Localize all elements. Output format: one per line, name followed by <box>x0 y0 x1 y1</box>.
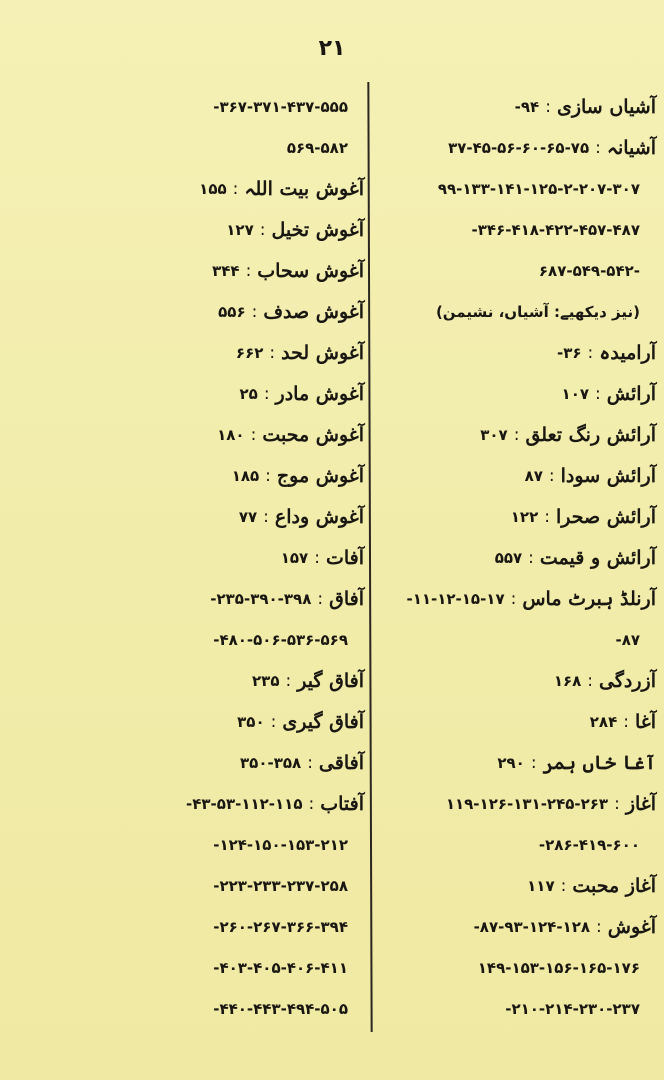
entry-page-refs: -۶۸۷-۵۴۹-۵۴۲ <box>538 261 640 280</box>
entry-separator: : <box>513 424 520 445</box>
entry-separator: : <box>232 178 239 199</box>
entry-separator: : <box>596 916 602 937</box>
entry-headword: آرائش <box>606 382 656 405</box>
entry-headword: آغاز <box>625 792 656 815</box>
entry-page-refs: ۴۰۳-۴۰۵-۴۰۶-۴۱۱- <box>213 958 348 977</box>
entry-headword: آرامیدہ <box>599 341 656 364</box>
entry-separator: : <box>544 506 550 527</box>
entry-page-refs: ۱۶۸ <box>553 671 582 690</box>
entry-page-refs: ۸۷-۹۳-۱۲۴-۱۲۸- <box>473 917 591 936</box>
entry-separator: : <box>317 588 324 609</box>
entry-page-refs: ۲۹۰ <box>497 753 525 772</box>
entry-page-refs: ۲۶۰-۲۶۷-۳۶۶-۳۹۴- <box>213 917 348 936</box>
entry-page-refs: ۲۳۵-۳۹۰-۳۹۸- <box>210 589 312 608</box>
index-entry <box>372 414 664 455</box>
entry-separator: : <box>265 465 271 486</box>
entry-page-refs: ۱۱۹-۱۲۶-۱۳۱-۲۴۵-۲۶۳ <box>445 794 609 813</box>
entry-page-refs: ۳۵۰-۳۵۸ <box>240 753 302 772</box>
index-entry <box>82 906 368 947</box>
entry-page-refs: ۳۴۴ <box>212 261 240 280</box>
index-entry <box>82 865 368 906</box>
entry-headword: آفاقی <box>318 751 364 774</box>
entry-headword: آفتاب <box>320 792 364 815</box>
entry-page-refs: ۱۱۷ <box>527 876 555 895</box>
index-entry <box>372 578 664 619</box>
entry-separator: : <box>528 547 534 568</box>
index-entry <box>82 619 368 660</box>
index-entry <box>82 209 368 250</box>
entry-separator: : <box>587 670 594 691</box>
entry-headword: آفاق <box>329 587 364 610</box>
entry-separator: : <box>587 342 594 363</box>
entry-page-refs: ۴۴۰-۴۴۳-۴۹۴-۵۰۵- <box>213 999 348 1018</box>
entry-separator: : <box>270 711 277 732</box>
index-entry <box>82 824 368 865</box>
entry-page-refs: ۲۸۶-۴۱۹-۶۰۰- <box>538 835 640 854</box>
index-entry <box>372 537 664 578</box>
index-entry <box>372 783 664 824</box>
entry-separator: : <box>510 588 517 609</box>
index-entry <box>372 250 664 291</box>
entry-page-refs: ۵۵۶ <box>218 302 246 321</box>
entry-separator: : <box>259 219 266 240</box>
index-entry <box>372 291 664 332</box>
index-entry <box>82 332 368 373</box>
entry-headword: آشیانہ <box>606 136 656 159</box>
entry-page-refs: (نیز دیکھیے: آشیاں، نشیمن) <box>435 302 640 321</box>
entry-page-refs: ۱۸۵ <box>231 466 260 485</box>
index-entry <box>372 619 664 660</box>
index-entry <box>372 906 664 947</box>
entry-page-refs: ۹۴- <box>514 97 540 116</box>
index-entry <box>372 455 664 496</box>
entry-headword: آفاق گیر <box>297 669 364 692</box>
entry-separator: : <box>269 342 276 363</box>
entry-separator: : <box>308 793 315 814</box>
entry-page-refs: ۳۴۶-۴۱۸-۴۲۲-۴۵۷-۴۸۷- <box>471 220 640 239</box>
entry-page-refs: ۱۲۲ <box>510 507 539 526</box>
index-entry <box>82 988 368 1029</box>
entry-page-refs: ۱۰۷ <box>561 384 590 403</box>
entry-separator: : <box>263 383 270 404</box>
index-entry <box>82 783 368 824</box>
entry-headword: آغاز محبت <box>572 874 656 897</box>
index-entry <box>372 209 664 250</box>
entry-separator: : <box>307 752 313 773</box>
entry-separator: : <box>548 465 555 486</box>
entry-headword: آشیاں سازی <box>556 95 656 118</box>
entry-headword: آغوش تخیل <box>271 218 364 241</box>
entry-headword: آغوش بیت اللہ <box>244 177 364 200</box>
index-column-left <box>82 86 368 1029</box>
index-entry <box>82 168 368 209</box>
entry-page-refs: ۴۸۰-۵۰۶-۵۳۶-۵۶۹- <box>213 630 348 649</box>
entry-headword: آفات <box>325 546 364 569</box>
entry-headword: آفاق گیری <box>282 710 364 733</box>
entry-headword: آغوش سحاب <box>257 259 364 282</box>
entry-headword: آغوش وداع <box>274 505 364 528</box>
index-entry <box>82 455 368 496</box>
entry-headword: آغا خاں ہمر <box>542 751 656 774</box>
page-number: ۲۱ <box>318 36 346 61</box>
entry-separator: : <box>560 875 567 896</box>
entry-headword: آرائش صحرا <box>555 505 656 528</box>
index-entry <box>82 742 368 783</box>
index-entry <box>372 742 664 783</box>
entry-page-refs: ۱۴۹-۱۵۳-۱۵۶-۱۶۵-۱۷۶ <box>477 958 640 977</box>
index-entry <box>82 86 368 127</box>
index-entry <box>82 660 368 701</box>
entry-page-refs: ۴۳-۵۳-۱۱۲-۱۱۵- <box>186 794 303 813</box>
index-entry <box>372 373 664 414</box>
index-entry <box>82 127 368 168</box>
entry-page-refs: ۱۵۷ <box>280 548 309 567</box>
index-entry <box>372 168 664 209</box>
index-entry <box>372 332 664 373</box>
entry-page-refs: ۱۲۷ <box>226 220 254 239</box>
entry-headword: آرائش رنگ تعلق <box>525 423 656 446</box>
entry-page-refs: ۳۶۷-۳۷۱-۴۳۷-۵۵۵- <box>213 97 348 116</box>
index-entry <box>82 537 368 578</box>
entry-page-refs: ۱۲۴-۱۵۰-۱۵۳-۲۱۲- <box>213 835 348 854</box>
entry-headword: آرنلڈ ہبرٹ ماس <box>522 587 656 610</box>
index-entry <box>372 496 664 537</box>
entry-separator: : <box>530 752 537 773</box>
entry-page-refs: ۵۵۷ <box>494 548 523 567</box>
entry-page-refs: ۳۶- <box>556 343 582 362</box>
entry-page-refs: ۸۷- <box>615 630 640 649</box>
entry-page-refs: ۸۷ <box>524 466 543 485</box>
index-entry <box>372 701 664 742</box>
entry-separator: : <box>251 301 258 322</box>
entry-page-refs: ۱۵۵ <box>199 179 227 198</box>
entry-headword: آغا <box>634 710 656 733</box>
index-entry <box>82 291 368 332</box>
entry-headword: آزردگی <box>599 669 656 692</box>
index-entry <box>82 496 368 537</box>
entry-page-refs: ۲۱۰-۲۱۴-۲۳۰-۲۳۷- <box>505 999 640 1018</box>
index-entry <box>372 947 664 988</box>
entry-separator: : <box>250 424 257 445</box>
index-entry <box>372 988 664 1029</box>
entry-separator: : <box>285 670 292 691</box>
entry-separator: : <box>614 793 620 814</box>
entry-headword: آغوش موج <box>276 464 364 487</box>
index-entry <box>372 660 664 701</box>
index-entry <box>372 865 664 906</box>
entry-page-refs: ۳۷-۴۵-۵۶-۶۰-۶۵-۷۵ <box>448 138 590 157</box>
index-entry <box>372 86 664 127</box>
entry-page-refs: ۵۶۹-۵۸۲ <box>286 138 348 157</box>
entry-page-refs: ۲۲۳-۲۳۳-۲۳۷-۲۵۸- <box>213 876 348 895</box>
entry-page-refs: ۲۵ <box>239 384 258 403</box>
entry-headword: آغوش لحد <box>281 341 364 364</box>
entry-separator: : <box>623 711 629 732</box>
entry-page-refs: ۹۹-۱۳۳-۱۴۱-۱۲۵-۲-۲۰۷-۳۰۷ <box>437 179 640 198</box>
entry-separator: : <box>314 547 320 568</box>
index-entry <box>82 701 368 742</box>
index-entry <box>82 947 368 988</box>
index-entry <box>82 373 368 414</box>
entry-headword: آرائش و قیمت <box>539 546 656 569</box>
index-entry <box>372 127 664 168</box>
entry-headword: آرائش سودا <box>560 464 656 487</box>
entry-separator: : <box>595 383 601 404</box>
entry-page-refs: ۳۰۷ <box>480 425 508 444</box>
entry-page-refs: ۱۸۰ <box>217 425 245 444</box>
entry-page-refs: ۲۳۵ <box>252 671 280 690</box>
entry-page-refs: ۳۵۰ <box>237 712 265 731</box>
entry-page-refs: ۱۱-۱۲-۱۵-۱۷- <box>406 589 505 608</box>
entry-separator: : <box>545 96 551 117</box>
entry-separator: : <box>263 506 269 527</box>
entry-separator: : <box>595 137 601 158</box>
entry-separator: : <box>245 260 252 281</box>
index-entry <box>82 250 368 291</box>
index-column-right <box>372 86 664 1029</box>
entry-page-refs: ۲۸۴ <box>589 712 618 731</box>
entry-headword: آغوش <box>607 915 656 938</box>
entry-page-refs: ۷۷ <box>238 507 258 526</box>
index-entry <box>82 578 368 619</box>
entry-headword: آغوش صدف <box>263 300 364 323</box>
entry-headword: آغوش مادر <box>275 382 364 405</box>
entry-headword: آغوش محبت <box>262 423 364 446</box>
index-entry <box>372 824 664 865</box>
entry-page-refs: ۶۶۲ <box>235 343 264 362</box>
index-entry <box>82 414 368 455</box>
